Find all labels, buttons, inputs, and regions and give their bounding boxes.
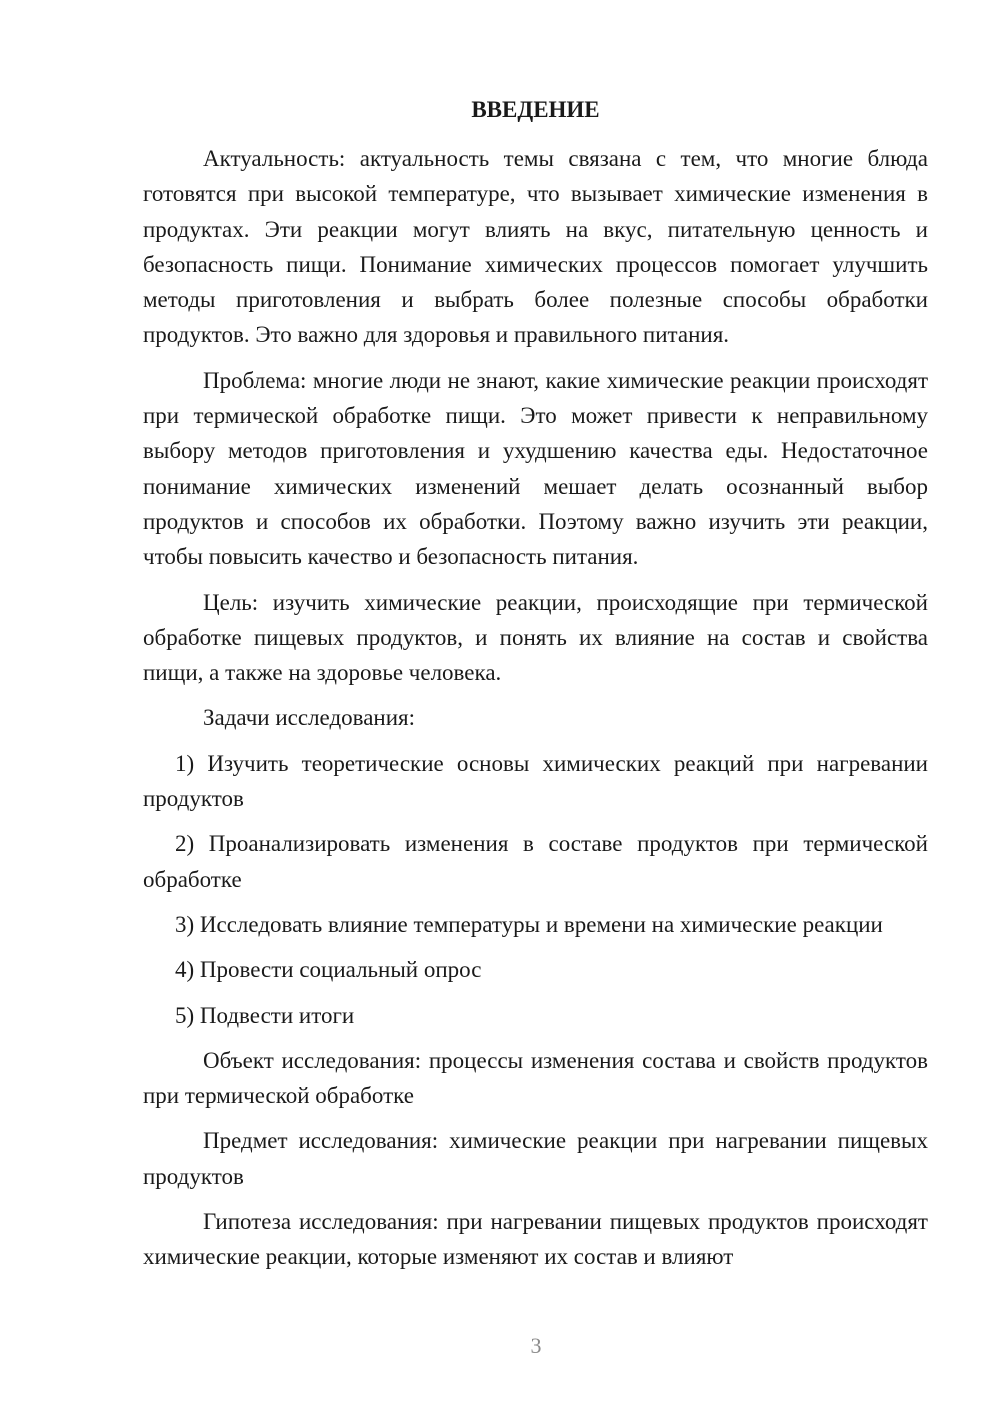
page-number: 3 bbox=[530, 1333, 542, 1358]
task-list-item: 4) Провести социальный опрос bbox=[175, 957, 482, 983]
object-paragraph: Объект исследования: процессы изменения состава и свойств продуктов при термической обработке bbox=[143, 1047, 928, 1109]
hypothesis-paragraph: Гипотеза исследования: при нагревании пищевых продуктов происходят химические реакции, которые изменяют их состав и влияют bbox=[143, 1209, 928, 1270]
page-content bbox=[143, 90, 928, 1275]
task-list-item: 3) Исследовать влияние температуры и времени на химические реакции bbox=[175, 911, 883, 937]
tasks-intro-paragraph: Задачи исследования: bbox=[203, 705, 416, 731]
section-heading: ВВЕДЕНИЕ bbox=[471, 97, 600, 122]
goal-paragraph: Цель: изучить химические реакции, происходящие при термической обработке пищевых продуктов, и понять их влияние на состав и свойства пищи, а также на здоровье человека. bbox=[143, 589, 928, 686]
task-list-item: 2) Проанализировать изменения в составе продуктов при термической обработке bbox=[143, 831, 928, 892]
subject-paragraph: Предмет исследования: химические реакции при нагревании пищевых продуктов bbox=[143, 1128, 928, 1189]
task-list-item: 5) Подвести итоги bbox=[175, 1002, 355, 1028]
task-list-item: 1) Изучить теоретические основы химических реакций при нагревании продуктов bbox=[143, 750, 928, 812]
problem-paragraph: Проблема: многие люди не знают, какие химические реакции происходят при термической обработке пищи. Это может привести к неправильному выбору методов приготовления и ухудшению качества еды. Недостаточное понимание химических изменений мешает делать осознанный выбор продуктов и способов их обработки. Поэтому важно изучить эти реакции, чтобы повысить качество и безопасность питания. bbox=[143, 367, 928, 570]
relevance-paragraph: Актуальность: актуальность темы связана с тем, что многие блюда готовятся при высокой температуре, что вызывает химические изменения в продуктах. Эти реакции могут влиять на вкус, питательную ценность и безопасность пищи. Понимание химических процессов помогает улучшить методы приготовления и выбрать более полезные способы обработки продуктов. Это важно для здоровья и правильного питания. bbox=[143, 146, 928, 348]
